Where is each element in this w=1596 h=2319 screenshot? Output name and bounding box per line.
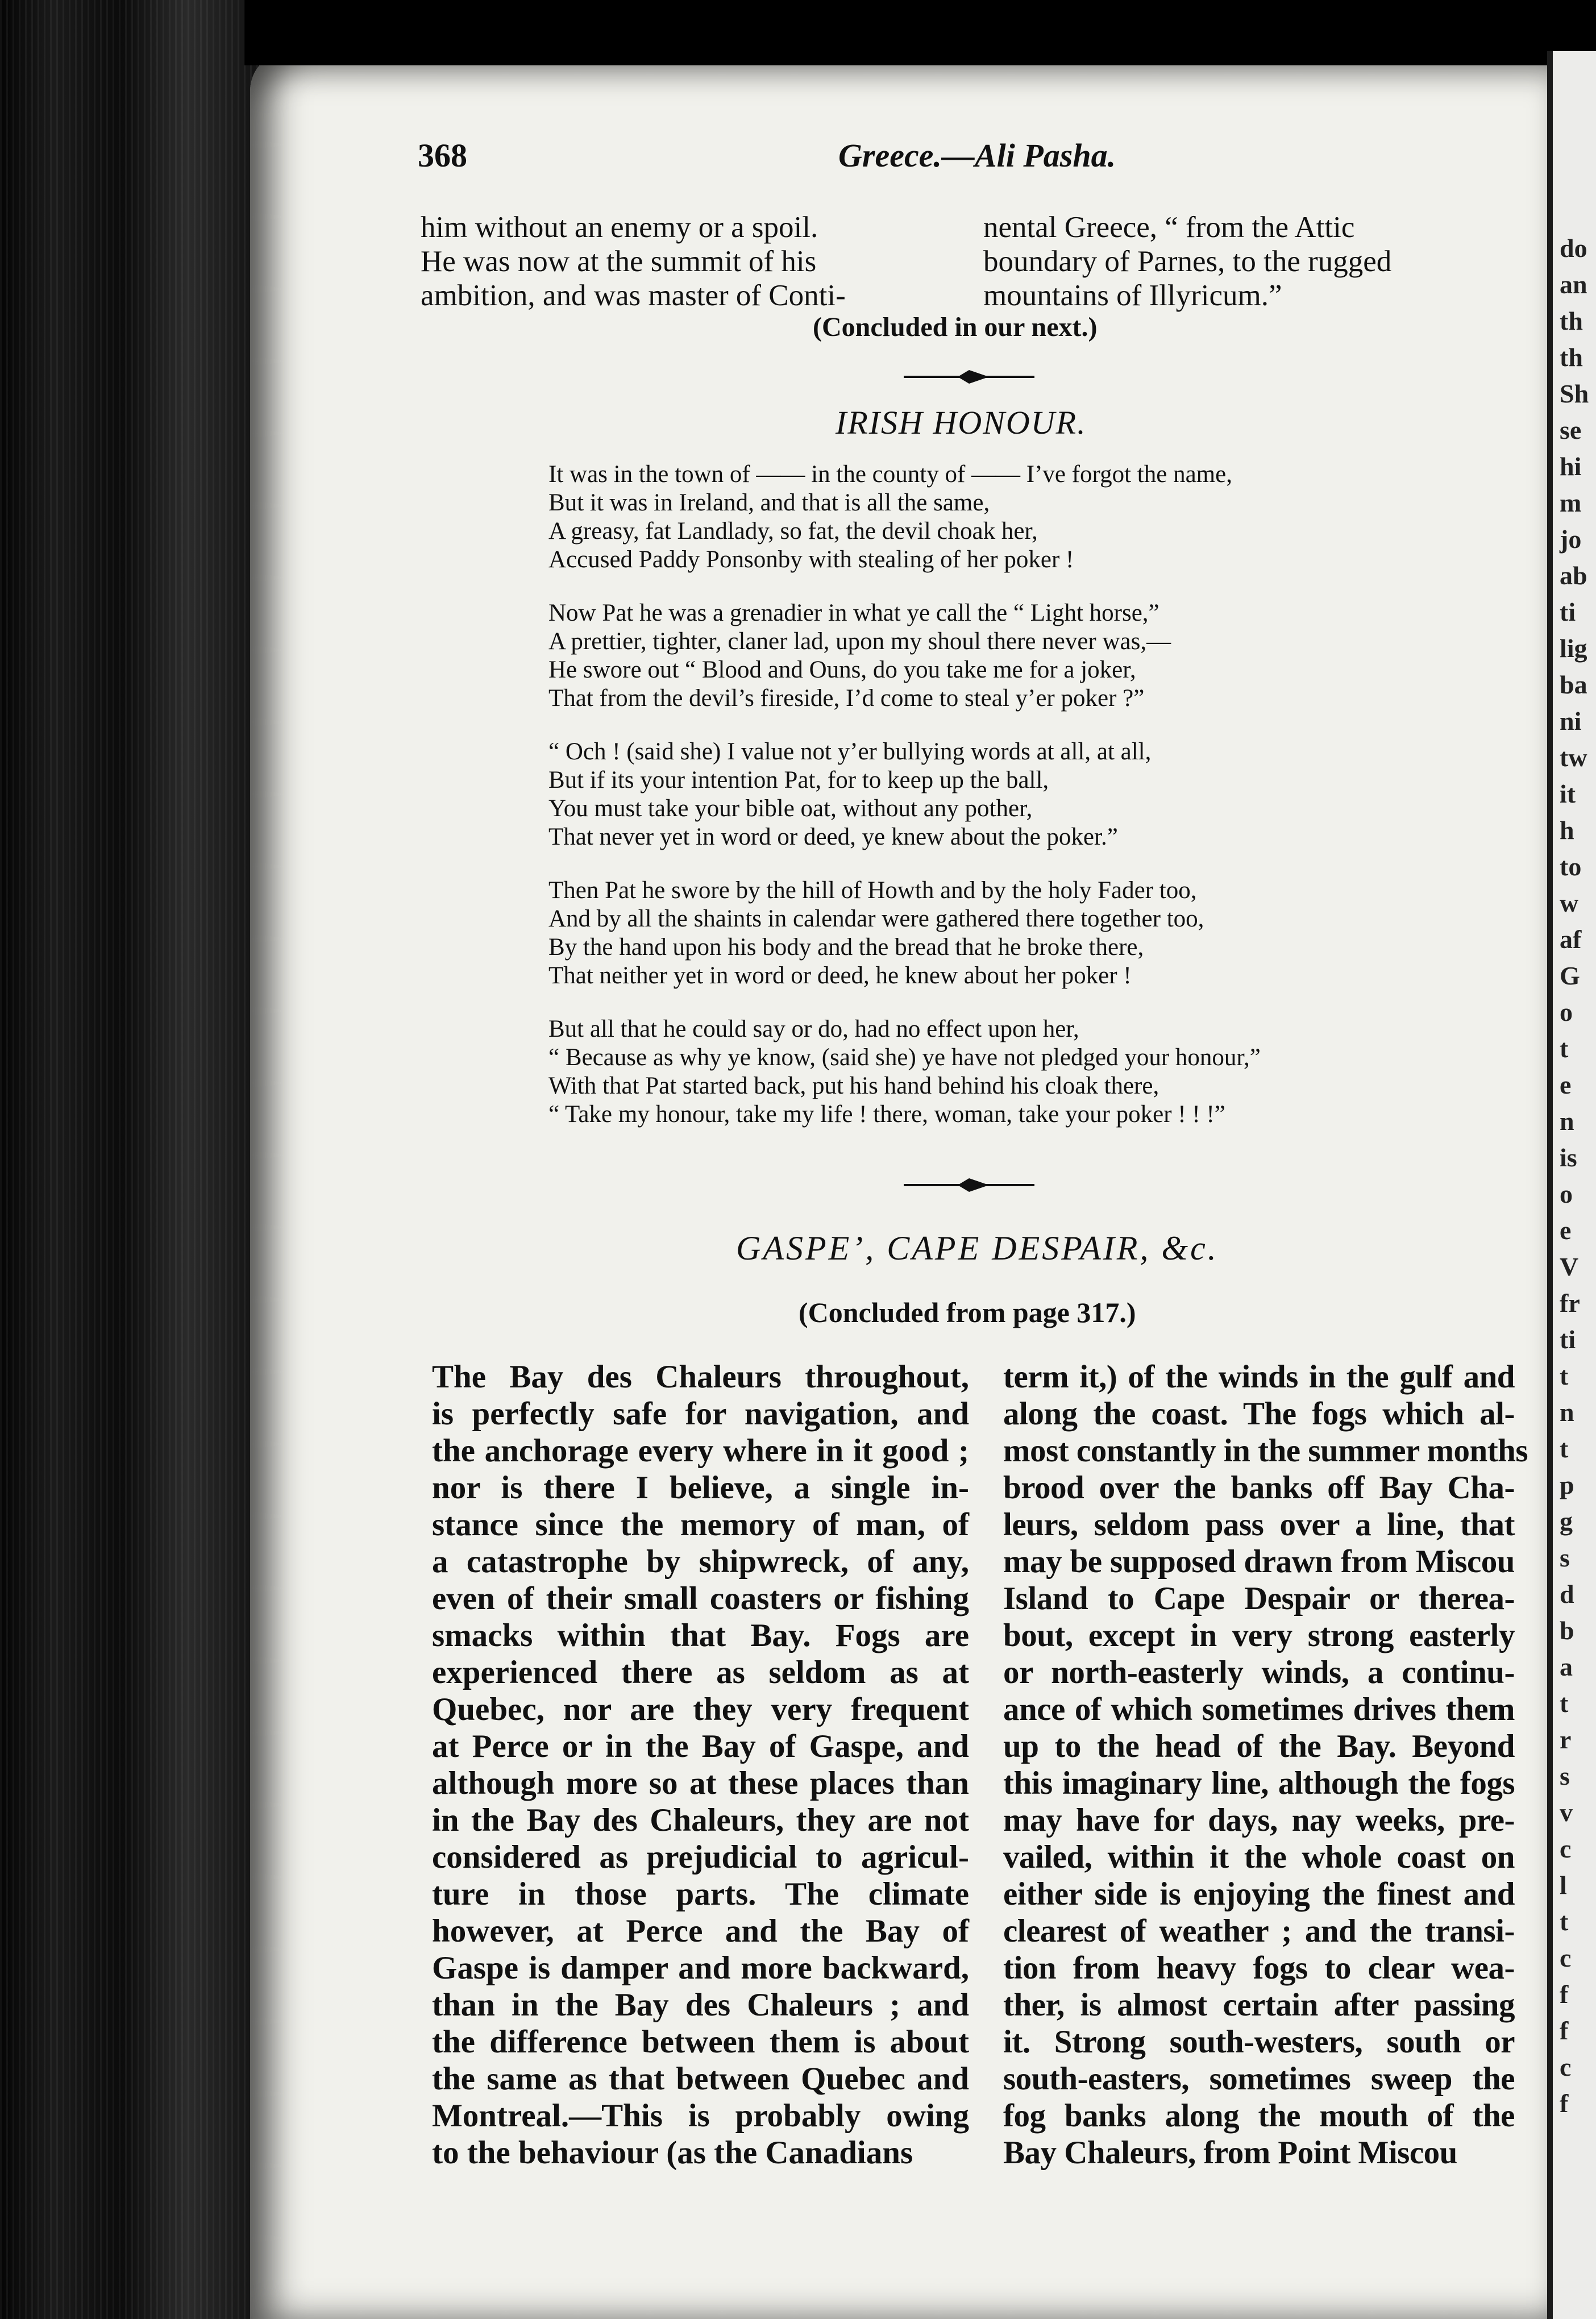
text-line: vailed, within it the whole coast on [1003,1839,1515,1875]
poem-line: “ Because as why ye know, (said she) ye have not pledged your honour,” [548,1044,1261,1071]
poem-line: A prettier, tighter, claner lad, upon my shoul there never was,— [548,628,1171,655]
text-line: ance of which sometimes drives them [1003,1692,1515,1727]
text-line: term it,) of the winds in the gulf and [1003,1359,1515,1395]
poem-line: He swore out “ Blood and Ouns, do you take me for a joker, [548,656,1136,683]
facing-page-fragment: ba [1560,670,1587,699]
text-line: either side is enjoying the finest and [1003,1876,1515,1912]
text-line: Island to Cape Despair or therea- [1003,1581,1515,1616]
text-line: clearest of weather ; and the transi- [1003,1913,1515,1949]
facing-page-fragment: o [1560,1179,1573,1208]
facing-page-fragment: n [1560,1398,1574,1427]
poem-line: Now Pat he was a grenadier in what ye call the “ Light horse,” [548,600,1159,626]
facing-page-fragment: e [1560,1216,1572,1245]
poem-stanza [548,460,1515,574]
facing-page-fragment: t [1560,1434,1569,1463]
facing-page-fragment: se [1560,415,1582,444]
text-line: ther, is almost certain after passing [1003,1987,1515,2023]
facing-page-fragment: tw [1560,743,1587,772]
facing-page-fragment: b [1560,1616,1574,1645]
text-line: brood over the banks off Bay Cha- [1003,1470,1515,1506]
text-line: smacks within that Bay. Fogs are [432,1618,969,1653]
book-spine-edge [0,0,267,2319]
text-line: is perfectly safe for navigation, and [432,1396,969,1432]
text-line: bout, except in very strong easterly [1003,1618,1515,1653]
facing-page-fragment: to [1560,852,1582,881]
text-line: the anchorage every where in it good ; [432,1433,969,1469]
text-line: Bay Chaleurs, from Point Miscou [1003,2135,1457,2171]
text-line: the same as that between Quebec and [432,2061,969,2097]
text-line: mountains of Illyricum.” [983,279,1282,312]
poem-line: But if its your intention Pat, for to keep up the ball, [548,767,1049,793]
text-line: stance since the memory of man, of [432,1507,969,1543]
text-line: ambition, and was master of Conti- [421,279,846,312]
facing-page-fragment: a [1560,1652,1573,1681]
facing-page-fragment: t [1560,1361,1569,1390]
text-line: leurs, seldom pass over a line, that [1003,1507,1515,1543]
running-title: Greece.—Ali Pasha. [838,137,1116,174]
facing-page-fragment: jo [1560,525,1582,554]
text-line: at Perce or in the Bay of Gaspe, and [432,1728,969,1764]
facing-page-fragment: hi [1560,452,1582,481]
poem-line: “ Take my honour, take my life ! there, woman, take your poker ! ! !” [548,1101,1225,1128]
text-line: along the coast. The fogs which al- [1003,1396,1515,1432]
facing-page-fragment: t [1560,1689,1569,1718]
text-line: may have for days, nay weeks, pre- [1003,1802,1515,1838]
text-line: than in the Bay des Chaleurs ; and [432,1987,969,2023]
text-line: him without an enemy or a spoil. [421,211,818,244]
facing-page-fragment: t [1560,1907,1569,1936]
poem-line: With that Pat started back, put his hand behind his cloak there, [548,1073,1159,1099]
facing-page-fragment: p [1560,1470,1574,1499]
poem-line: But all that he could say or do, had no effect upon her, [548,1016,1079,1042]
facing-page-fragment: o [1560,998,1573,1026]
text-line: the difference between them is about [432,2024,969,2060]
facing-page-fragment: ab [1560,561,1587,590]
facing-page-fragment: s [1560,1543,1570,1572]
facing-page-fragment: c [1560,2052,1572,2081]
text-line: tion from heavy fogs to clear wea- [1003,1950,1515,1986]
facing-page-fragment: e [1560,1070,1572,1099]
poem-stanza [548,1015,1515,1129]
facing-page-fragment: fr [1560,1289,1580,1318]
facing-page-fragment: Sh [1560,379,1589,408]
poem-stanza [548,876,1515,990]
facing-page-fragment: an [1560,270,1587,299]
facing-page-fragment: r [1560,1725,1572,1754]
text-line: nental Greece, “ from the Attic [983,211,1355,244]
text-line: Gaspe is damper and more backward, [432,1950,969,1986]
text-line: this imaginary line, although the fogs [1003,1765,1515,1801]
text-line: in the Bay des Chaleurs, they are not [432,1802,969,1838]
poem-line: It was in the town of —— in the county of —— I’ve forgot the name, [548,461,1232,488]
facing-page-fragment: c [1560,1834,1572,1863]
text-line: fog banks along the mouth of the [1003,2098,1515,2134]
facing-page-fragment: f [1560,1980,1569,2009]
facing-page-fragment: v [1560,1798,1573,1827]
text-line: a catastrophe by shipwreck, of any, [432,1544,969,1580]
facing-page-fragment: ti [1560,597,1576,626]
poem-stanza [548,599,1515,713]
text-line: it. Strong south-westers, south or [1003,2024,1515,2060]
facing-page-fragment: do [1560,234,1587,263]
text-line: most constantly in the summer months [1003,1433,1528,1469]
poem-line: And by all the shaints in calendar were gathered there together too, [548,905,1204,932]
text-line: Quebec, nor are they very frequent [432,1692,969,1727]
section-divider-ornament [904,368,1034,385]
facing-page-fragment: n [1560,1107,1574,1136]
greece-ending-left-column [421,210,961,313]
poem-line: By the hand upon his body and the bread that he broke there, [548,934,1144,961]
text-line: even of their small coasters or fishing [432,1581,969,1616]
facing-page-fragment: af [1560,925,1582,954]
text-line: or north-easterly winds, a continu- [1003,1655,1515,1690]
text-line: however, at Perce and the Bay of [432,1913,969,1949]
article-left-column [432,1358,969,2171]
facing-page-fragment: it [1560,779,1576,808]
poem-line: Accused Paddy Ponsonby with stealing of her poker ! [548,546,1074,573]
poem-body [548,460,1515,1154]
facing-page-fragment: g [1560,1507,1573,1536]
facing-page-fragment: l [1560,1871,1567,1900]
poem-line: You must take your bible oat, without any pother, [548,795,1033,822]
text-line: experienced there as seldom as at [432,1655,969,1690]
facing-page-fragment: t [1560,1034,1569,1063]
text-line: although more so at these places than [432,1765,969,1801]
text-line: south-easters, sometimes sweep the [1003,2061,1515,2097]
text-line: ture in those parts. The climate [432,1876,969,1912]
facing-page-fragment: d [1560,1580,1574,1609]
facing-page-fragment: f [1560,2089,1569,2118]
article-subtitle: (Concluded from page 317.) [799,1296,1136,1328]
text-line: Montreal.—This is probably owing [432,2098,969,2134]
facing-page-fragment: f [1560,2016,1569,2045]
facing-page-fragment: is [1560,1143,1577,1172]
text-line: to the behaviour (as the Canadians [432,2135,913,2171]
facing-page-fragment: w [1560,888,1579,917]
poem-line: Then Pat he swore by the hill of Howth and by the holy Fader too, [548,877,1197,904]
scan-top-border [244,0,1596,65]
poem-stanza [548,738,1515,851]
facing-page-fragment: c [1560,1943,1572,1972]
poem-line: “ Och ! (said she) I value not y’er bullying words at all, at all, [548,738,1152,765]
text-line: considered as prejudicial to agricul- [432,1839,969,1875]
facing-page-fragment: th [1560,306,1583,335]
facing-page-fragment: G [1560,961,1580,990]
poem-line: That never yet in word or deed, ye knew about the poker.” [548,824,1118,850]
page-number: 368 [418,137,467,174]
running-header [418,136,1498,182]
poem-line: But it was in Ireland, and that is all the same, [548,489,990,516]
facing-page-edge [1553,51,1596,2319]
facing-page-fragment: s [1560,1761,1570,1790]
greece-ending-right-column [983,210,1495,313]
text-line: The Bay des Chaleurs throughout, [432,1359,969,1395]
text-line: up to the head of the Bay. Beyond [1003,1728,1515,1764]
section-divider-ornament [904,1177,1034,1194]
facing-page-fragment: ni [1560,706,1582,735]
poem-title: IRISH HONOUR. [836,404,1087,441]
text-line: boundary of Parnes, to the rugged [983,245,1392,278]
text-line: nor is there I believe, a single in- [432,1470,969,1506]
poem-line: A greasy, fat Landlady, so fat, the devil choak her, [548,518,1038,545]
facing-page-fragment: m [1560,488,1582,517]
concluded-note: (Concluded in our next.) [813,312,1098,342]
article-title: GASPE’, CAPE DESPAIR, &c. [736,1229,1219,1267]
facing-page-fragment: th [1560,343,1583,372]
text-line: He was now at the summit of his [421,245,817,278]
facing-page-fragment: h [1560,816,1574,845]
text-line: may be supposed drawn from Miscou [1003,1544,1515,1580]
poem-line: That neither yet in word or deed, he knew about her poker ! [548,962,1132,989]
article-right-column [1003,1358,1528,2171]
poem-line: That from the devil’s fireside, I’d come to steal y’er poker ?” [548,685,1145,712]
facing-page-fragment: lig [1560,634,1587,663]
facing-page-fragment: ti [1560,1325,1576,1354]
facing-page-fragment: V [1560,1252,1579,1281]
